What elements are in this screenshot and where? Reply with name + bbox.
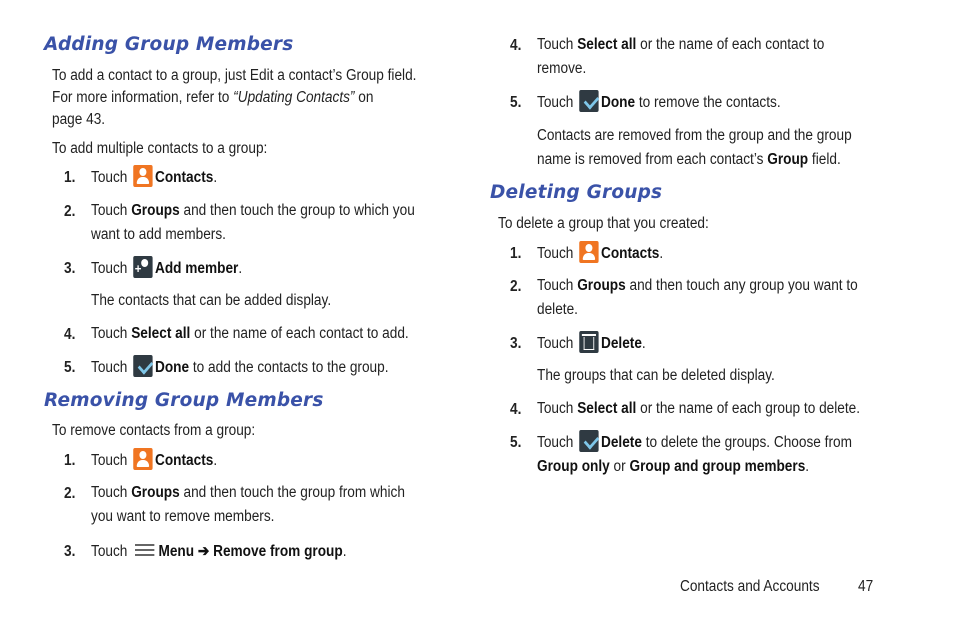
delete-step-3-note: The groups that can be deleted display.: [537, 367, 775, 384]
contacts-icon: [133, 165, 152, 187]
step-number: 5.: [510, 434, 522, 451]
add-step-2: Touch Groups and then touch the group to which you want to add members.: [91, 202, 415, 243]
delete-intro: To delete a group that you created:: [498, 215, 709, 232]
page-number: 47: [858, 578, 874, 595]
step-number: 2.: [64, 485, 76, 502]
remove-step-5: Touch Done to remove the contacts.: [537, 90, 781, 115]
heading-removing-group-members: Removing Group Members: [44, 390, 324, 411]
add-step-1: Touch Contacts.: [91, 165, 217, 190]
menu-icon: [133, 539, 156, 561]
trash-icon: [579, 331, 598, 353]
remove-step-3: Touch Menu ➔ Remove from group.: [91, 539, 347, 564]
delete-step-2: Touch Groups and then touch any group you want to delete.: [537, 277, 858, 318]
footer-section-title: Contacts and Accounts: [680, 578, 820, 595]
add-step-3-note: The contacts that can be added display.: [91, 292, 332, 309]
delete-step-5: Touch Delete to delete the groups. Choose from Group only or Group and group members.: [537, 430, 852, 479]
step-number: 3.: [64, 260, 76, 277]
step-number: 5.: [510, 94, 522, 111]
add-multiple-intro: To add multiple contacts to a group:: [52, 140, 268, 157]
contacts-icon: [133, 448, 152, 470]
step-number: 3.: [510, 335, 522, 352]
checkmark-icon: [579, 90, 598, 112]
heading-deleting-groups: Deleting Groups: [490, 182, 663, 203]
add-member-icon: [133, 256, 152, 278]
remove-intro: To remove contacts from a group:: [52, 422, 256, 439]
step-number: 1.: [64, 452, 76, 469]
add-step-4: Touch Select all or the name of each contact to add.: [91, 325, 409, 342]
checkmark-icon: [133, 355, 152, 377]
contacts-icon: [579, 241, 598, 263]
checkmark-icon: [579, 430, 598, 452]
step-number: 2.: [64, 203, 76, 220]
step-number: 3.: [64, 543, 76, 560]
step-number: 2.: [510, 278, 522, 295]
remove-step-1: Touch Contacts.: [91, 448, 217, 473]
delete-step-4: Touch Select all or the name of each group to delete.: [537, 400, 861, 417]
updating-contacts-link[interactable]: “Updating Contacts”: [233, 89, 355, 106]
add-step-3: Touch + Add member.: [91, 256, 242, 281]
step-number: 4.: [510, 401, 522, 418]
step-number: 5.: [64, 359, 76, 376]
step-number: 1.: [510, 245, 522, 262]
remove-step-4: Touch Select all or the name of each contact to remove.: [537, 36, 825, 77]
remove-step-2: Touch Groups and then touch the group from which you want to remove members.: [91, 484, 405, 525]
remove-step-5-note: Contacts are removed from the group and the group name is removed from each contact’s Group field.: [537, 127, 852, 168]
step-number: 1.: [64, 169, 76, 186]
add-step-5: Touch Done to add the contacts to the group.: [91, 355, 389, 380]
delete-step-1: Touch Contacts.: [537, 241, 663, 266]
delete-step-3: Touch Delete.: [537, 331, 646, 356]
step-number: 4.: [64, 326, 76, 343]
heading-adding-group-members: Adding Group Members: [44, 34, 294, 55]
step-number: 4.: [510, 37, 522, 54]
add-intro-paragraph: To add a contact to a group, just Edit a contact’s Group field. For more information, refer to “Updating Contacts” on page 43.: [52, 67, 417, 128]
